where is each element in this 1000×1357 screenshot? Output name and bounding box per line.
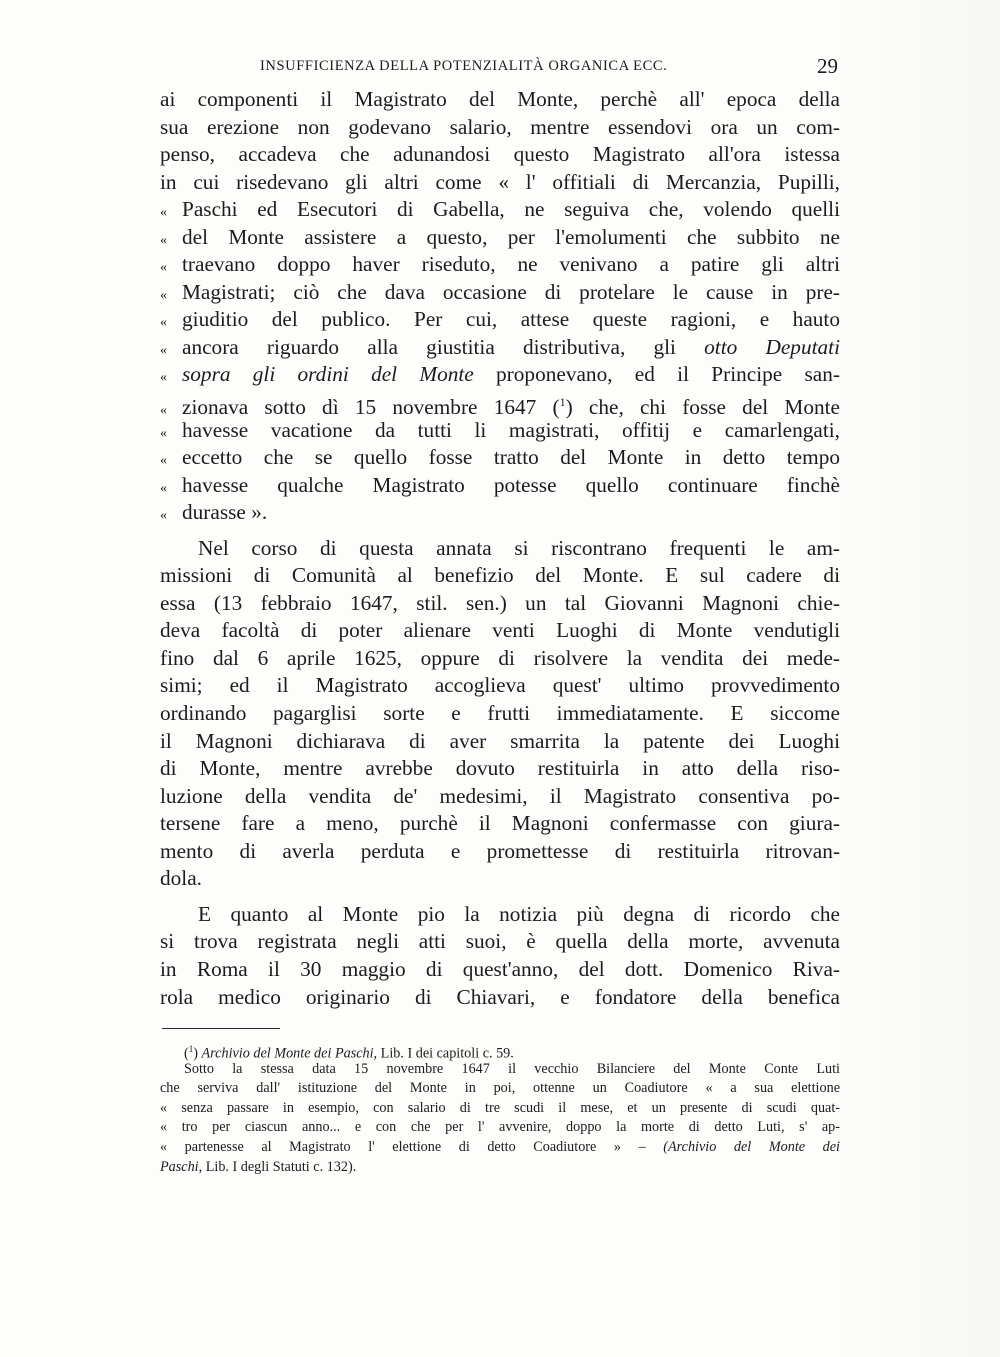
quoted-line [160, 444, 840, 472]
paragraph-gap [160, 893, 840, 901]
running-head [160, 54, 840, 80]
footnote-ref: 1 [559, 395, 566, 410]
quote-mark: « [160, 232, 167, 248]
footnote-source-ref: Lib. I degli Statuti c. 132). [205, 1158, 357, 1175]
text-line: missioni di Comunità al benefizio del Monte. E sul cadere di [160, 563, 840, 588]
quoted-line [160, 306, 840, 334]
quote-mark: « [160, 260, 167, 276]
text-line: traevano doppo haver riseduto, ne venivano a patire gli altri [182, 252, 840, 277]
italic-phrase: otto Deputati [704, 334, 840, 359]
quote-mark: « [160, 508, 167, 524]
page-number: 29 [817, 54, 838, 78]
text-line: zionava sotto dì 15 novembre 1647 ( [182, 395, 560, 420]
text-line: eccetto che se quello fosse tratto del Monte in detto tempo [182, 445, 840, 470]
text-line: Nel corso di questa annata si riscontrano frequenti le am- [198, 535, 840, 560]
text-line: Paschi ed Esecutori di Gabella, ne seguiva che, volendo quelli [182, 197, 840, 222]
text-line: havesse vacatione da tutti li magistrati, offitij e camarlengati, [182, 417, 840, 442]
text-line: fino dal 6 aprile 1625, oppure di risolvere la vendita dei mede- [160, 645, 840, 670]
text-line: ) che, chi fosse del Monte [565, 395, 841, 420]
quote-mark: « [160, 480, 167, 496]
text-line: dola. [160, 866, 202, 891]
quote-mark: « [160, 370, 167, 386]
text-line: ancora riguardo alla giustitia distributiva, gli [182, 334, 676, 359]
quoted-line [160, 499, 840, 527]
quoted-line [160, 251, 840, 279]
quoted-line [160, 196, 840, 224]
text-line: proponevano, ed il Principe san- [496, 362, 840, 387]
quoted-line [160, 224, 840, 252]
text-line: E quanto al Monte pio la notizia più degna di ricordo che [198, 901, 840, 926]
quoted-line [160, 417, 840, 445]
text-line: mento di averla perduta e promettesse di restituirla ritrovan- [160, 838, 840, 863]
paragraph-gap [160, 527, 840, 535]
text-line: di Monte, mentre avrebbe dovuto restituirla in atto della riso- [160, 756, 840, 781]
text-line: rola medico originario di Chiavari, e fondatore della benefica [160, 984, 840, 1009]
footnotes [160, 1040, 840, 1177]
footnote-line [160, 1158, 840, 1178]
text-line: penso, accadeva che adunandosi questo Magistrato all'ora istessa [160, 142, 840, 167]
footnote-line: « senza passare in esempio, con salario di tre scudi il mese, et un presente di scudi quat- [160, 1099, 840, 1116]
quoted-line [160, 279, 840, 307]
footnote-line [160, 1138, 840, 1158]
quoted-line [160, 334, 840, 362]
footnote-divider [162, 1028, 280, 1029]
text-line: durasse ». [182, 500, 268, 525]
text-line: in cui risedevano gli altri come « l' offitiali di Mercanzia, Pupilli, [160, 169, 840, 194]
footnote-source-title: Archivio del Monte dei Paschi, [201, 1045, 378, 1062]
text-line: in Roma il 30 maggio di quest'anno, del dott. Domenico Riva- [160, 956, 840, 981]
footnote-line [160, 1040, 840, 1060]
quoted-line [160, 389, 841, 420]
text-line: ai componenti il Magistrato del Monte, perchè all' epoca della [160, 87, 840, 111]
footnote-paren: ( [184, 1045, 189, 1062]
quote-mark: « [160, 453, 167, 469]
text-line: sua erezione non godevano salario, mentre essendovi ora un com- [160, 114, 840, 139]
quoted-line [160, 472, 840, 500]
text-line: giuditio del publico. Per cui, attese queste ragioni, e hauto [182, 307, 840, 332]
footnote-text: « partenesse al Magistrato l' elettione di detto Coadiutore » – [160, 1138, 646, 1155]
quote-mark: « [160, 205, 167, 221]
text-line: essa (13 febbraio 1647, stil. sen.) un tal Giovanni Magnoni chie- [160, 590, 840, 615]
quote-mark: « [160, 315, 167, 331]
footnote-source-ref: Lib. I dei capitoli c. 59. [380, 1045, 514, 1062]
footnote-line: che serviva dall' istituzione del Monte in poi, ottenne un Coadiutore « a sua elettione [160, 1080, 840, 1097]
text-line: si trova registrata negli atti suoi, è quella della morte, avvenuta [160, 929, 840, 954]
running-title: INSUFFICIENZA DELLA POTENZIALITÀ ORGANICA ECC. [260, 58, 668, 74]
quote-mark: « [160, 287, 167, 303]
footnote-source-title: Paschi, [160, 1158, 203, 1175]
quote-mark: « [160, 425, 167, 441]
footnote-source-title: (Archivio del Monte dei [663, 1138, 840, 1155]
text-line: il Magnoni dichiarava di aver smarrita la patente dei Luoghi [160, 728, 840, 753]
text-line: deva facoltà di poter alienare venti Luoghi di Monte vendutigli [160, 618, 840, 643]
quote-mark: « [160, 342, 167, 358]
italic-phrase: sopra gli ordini del Monte [182, 362, 474, 387]
text-line: del Monte assistere a questo, per l'emolumenti che subbito ne [182, 224, 840, 249]
text-line: luzione della vendita de' medesimi, il Magistrato consentiva po- [160, 783, 840, 808]
quoted-line [160, 361, 840, 389]
text-line: havesse qualche Magistrato potesse quello continuare finchè [182, 472, 840, 497]
text-line: tersene fare a meno, purchè il Magnoni confermasse con giura- [160, 811, 840, 836]
text-line: simi; ed il Magistrato accoglieva quest' ultimo provvedimento [160, 673, 840, 698]
footnote-number: 1 [188, 1044, 194, 1054]
footnote-line: « tro per ciascun anno... e con che per l' avvenire, doppo la morte di detto Luti, s' ap- [160, 1119, 840, 1136]
body-text [160, 86, 840, 1011]
scan-shading [840, 0, 1000, 1357]
footnote-line: Sotto la stessa data 15 novembre 1647 il vecchio Bilanciere del Monte Conte Luti [184, 1060, 840, 1077]
quote-mark: « [160, 403, 167, 419]
footnote-paren: ) [193, 1045, 198, 1062]
text-line: ordinando pagarglisi sorte e frutti immediatamente. E siccome [160, 701, 840, 726]
text-line: Magistrati; ciò che dava occasione di protelare le cause in pre- [182, 279, 840, 304]
